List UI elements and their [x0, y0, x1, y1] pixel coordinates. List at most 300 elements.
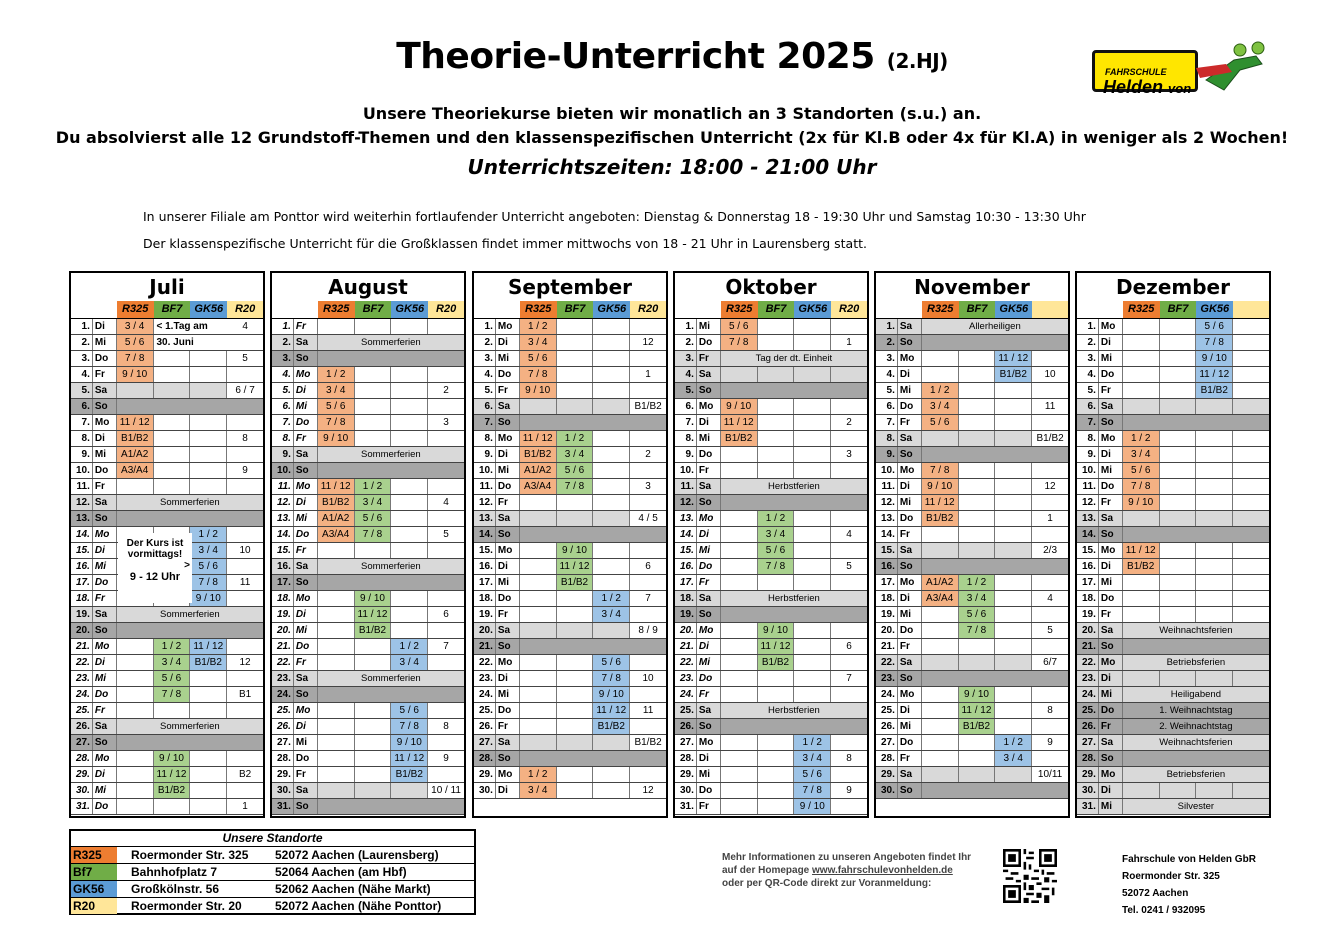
- weekday: Mo: [898, 687, 922, 702]
- course-cell-r20: [831, 543, 867, 558]
- weekday: Do: [697, 335, 721, 350]
- course-cell-gk56: [391, 591, 428, 606]
- course-cell-r20: 6 / 7: [235, 385, 255, 396]
- day-row: [876, 687, 1068, 703]
- course-cell-gk56: [593, 319, 630, 334]
- weekday: Mi: [898, 383, 922, 398]
- month-title: Dezember: [1116, 275, 1230, 299]
- weekday: Mo: [93, 751, 117, 766]
- sunday-bar: [520, 751, 666, 766]
- location-header-r20: [1032, 301, 1068, 318]
- weekday: Sa: [1099, 735, 1123, 750]
- sunday-bar: [117, 735, 263, 750]
- day-row: [675, 351, 867, 367]
- course-cell-gk56: [995, 639, 1032, 654]
- weekday: Mi: [93, 671, 117, 686]
- day-row: [71, 319, 263, 335]
- course-cell-bf7: [557, 399, 594, 414]
- day-row: [71, 335, 263, 351]
- course-cell-r20: 11: [239, 577, 251, 588]
- course-cell-r325: 11 / 12: [318, 479, 355, 494]
- day-row: [71, 383, 263, 399]
- weekday: Mi: [1099, 687, 1123, 702]
- course-cell-r325: [318, 607, 355, 622]
- day-number: 21.: [272, 639, 294, 654]
- day-row: [474, 655, 666, 671]
- day-number: 22.: [1077, 655, 1099, 670]
- course-cell-bf7: 7 / 8: [154, 687, 191, 702]
- course-cell-r325: [117, 799, 154, 814]
- course-cell-gk56: 11 / 12: [1196, 367, 1233, 382]
- day-row: [272, 495, 464, 511]
- weekday: So: [697, 495, 721, 510]
- course-cell-bf7: [557, 319, 594, 334]
- course-cell-bf7: [557, 495, 594, 510]
- weekday: Do: [1099, 591, 1123, 606]
- course-cell-gk56: [794, 399, 831, 414]
- day-row: [474, 591, 666, 607]
- day-row: [474, 783, 666, 799]
- course-cell-gk56: 11 / 12: [190, 639, 227, 654]
- holiday-label: Sommerferien: [318, 447, 464, 462]
- course-cell-r20: 5: [846, 561, 852, 572]
- weekday: So: [898, 559, 922, 574]
- course-cell-gk56: 9 / 10: [190, 591, 227, 606]
- day-row: [675, 431, 867, 447]
- day-number: 7.: [876, 415, 898, 430]
- course-cell-bf7: [154, 383, 191, 398]
- course-cell-r20: 2: [846, 417, 852, 428]
- day-number: 28.: [1077, 751, 1099, 766]
- location-header-r325: R325: [721, 301, 758, 318]
- course-cell-gk56: [1196, 575, 1233, 590]
- course-cell-r20: 5: [1047, 625, 1053, 636]
- day-row: [876, 463, 1068, 479]
- course-cell-r20: [1233, 575, 1269, 590]
- course-cell-gk56: [995, 431, 1032, 446]
- day-number: 6.: [71, 399, 93, 414]
- day-number: 8.: [675, 431, 697, 446]
- day-number: 7.: [474, 415, 496, 430]
- weekday: Sa: [93, 495, 117, 510]
- course-cell-r20: 8: [242, 433, 248, 444]
- weekday: So: [93, 511, 117, 526]
- day-number: 1.: [876, 319, 898, 334]
- course-cell-r20: [630, 607, 666, 622]
- weekday: Di: [294, 719, 318, 734]
- first-day-note: 30. Juni: [156, 337, 194, 348]
- sunday-bar: [318, 687, 464, 702]
- day-row: [675, 383, 867, 399]
- day-number: 10.: [272, 463, 294, 478]
- qr-code-icon[interactable]: [1003, 849, 1057, 903]
- weekday: Do: [697, 783, 721, 798]
- day-row: [675, 575, 867, 591]
- course-cell-bf7: 9 / 10: [355, 591, 392, 606]
- course-cell-r325: 11 / 12: [721, 415, 758, 430]
- course-cell-bf7: [959, 463, 996, 478]
- day-number: 25.: [474, 703, 496, 718]
- day-number: 19.: [1077, 607, 1099, 622]
- weekday: Do: [294, 639, 318, 654]
- weekday: Mi: [1099, 351, 1123, 366]
- course-cell-bf7: 9 / 10: [758, 623, 795, 638]
- day-row: [876, 431, 1068, 447]
- weekday: Do: [93, 351, 117, 366]
- course-cell-r325: [117, 383, 154, 398]
- course-cell-r325: 9 / 10: [520, 383, 557, 398]
- weekday: Fr: [93, 367, 117, 382]
- course-cell-bf7: [1160, 367, 1197, 382]
- weekday: Di: [898, 591, 922, 606]
- sunday-bar: [721, 607, 867, 622]
- day-number: 24.: [675, 687, 697, 702]
- weekday: Sa: [1099, 623, 1123, 638]
- course-cell-bf7: [959, 495, 996, 510]
- course-cell-bf7: [1160, 575, 1197, 590]
- day-number: 27.: [675, 735, 697, 750]
- day-number: 22.: [876, 655, 898, 670]
- weekday: Mo: [898, 351, 922, 366]
- day-number: 7.: [675, 415, 697, 430]
- day-row: [876, 335, 1068, 351]
- course-cell-r325: [318, 783, 355, 798]
- weekday: Di: [898, 367, 922, 382]
- course-cell-r325: B1/B2: [1123, 559, 1160, 574]
- course-cell-r325: [520, 719, 557, 734]
- course-cell-r20: 6: [645, 561, 651, 572]
- weekday: Mo: [496, 431, 520, 446]
- day-row: [675, 543, 867, 559]
- course-cell-gk56: [593, 559, 630, 574]
- day-row: [675, 527, 867, 543]
- course-cell-r20: [1032, 463, 1068, 478]
- location-header: [272, 301, 464, 319]
- sunday-bar: [922, 335, 1068, 350]
- weekday: Do: [294, 415, 318, 430]
- course-cell-bf7: [154, 367, 191, 382]
- sunday-bar: [117, 399, 263, 414]
- day-number: 16.: [474, 559, 496, 574]
- weekday: Fr: [697, 351, 721, 366]
- course-cell-gk56: [995, 383, 1032, 398]
- course-cell-gk56: [593, 511, 630, 526]
- day-row: [71, 431, 263, 447]
- course-cell-r325: [1123, 607, 1160, 622]
- course-cell-r20: 9: [242, 465, 248, 476]
- day-row: [876, 623, 1068, 639]
- weekday: So: [1099, 751, 1123, 766]
- course-cell-gk56: 11 / 12: [593, 703, 630, 718]
- day-row: [71, 495, 263, 511]
- course-cell-gk56: [1196, 559, 1233, 574]
- page-title: Theorie-Unterricht 2025 (2.HJ): [396, 36, 948, 77]
- holiday-label: Herbstferien: [721, 591, 867, 606]
- weekday: So: [1099, 527, 1123, 542]
- course-cell-gk56: [794, 511, 831, 526]
- course-cell-gk56: 1 / 2: [190, 527, 227, 542]
- weekday: Sa: [697, 591, 721, 606]
- day-number: 12.: [272, 495, 294, 510]
- weekday: Mi: [294, 623, 318, 638]
- course-cell-gk56: [391, 319, 428, 334]
- course-cell-r325: [1123, 671, 1160, 686]
- course-cell-r20: 7: [645, 593, 651, 604]
- course-cell-bf7: 1 / 2: [355, 479, 392, 494]
- course-cell-r325: 1 / 2: [1123, 431, 1160, 446]
- day-row: [675, 783, 867, 799]
- sunday-bar: [922, 447, 1068, 462]
- day-number: 7.: [272, 415, 294, 430]
- weekday: So: [898, 671, 922, 686]
- course-cell-bf7: 1 / 2: [758, 511, 795, 526]
- day-row: [71, 703, 263, 719]
- course-cell-bf7: [154, 415, 191, 430]
- course-cell-gk56: [794, 623, 831, 638]
- course-cell-bf7: [154, 447, 191, 462]
- day-row: [71, 511, 263, 527]
- course-cell-r20: [831, 655, 867, 670]
- location-header-r325: R325: [922, 301, 959, 318]
- day-number: 28.: [675, 751, 697, 766]
- course-cell-bf7: [355, 655, 392, 670]
- day-number: 24.: [272, 687, 294, 702]
- weekday: Sa: [294, 335, 318, 350]
- day-row: [474, 367, 666, 383]
- course-cell-bf7: 7 / 8: [959, 623, 996, 638]
- course-cell-r20: [1233, 607, 1269, 622]
- course-cell-r20: [1233, 783, 1269, 798]
- weekday: Di: [898, 479, 922, 494]
- weekday: Fr: [294, 319, 318, 334]
- course-cell-r20: [227, 367, 263, 382]
- day-number: 1.: [675, 319, 697, 334]
- course-cell-r20: [831, 399, 867, 414]
- course-cell-gk56: [1196, 607, 1233, 622]
- day-row: [876, 527, 1068, 543]
- day-number: 3.: [272, 351, 294, 366]
- weekday: Mi: [496, 575, 520, 590]
- course-cell-gk56: [1196, 543, 1233, 558]
- course-cell-r325: B1/B2: [922, 511, 959, 526]
- course-cell-r325: B1/B2: [318, 495, 355, 510]
- brand-logo: FAHRSCHULE Helden von: [1088, 38, 1272, 94]
- course-cell-gk56: [391, 383, 428, 398]
- day-row: [474, 719, 666, 735]
- weekday: Do: [496, 703, 520, 718]
- course-cell-gk56: B1/B2: [190, 655, 227, 670]
- day-number: 30.: [474, 783, 496, 798]
- course-cell-gk56: 1 / 2: [391, 639, 428, 654]
- course-cell-r325: [922, 751, 959, 766]
- course-cell-r20: B1/B2: [634, 401, 662, 412]
- course-cell-r325: 7 / 8: [922, 463, 959, 478]
- course-cell-gk56: [995, 767, 1032, 782]
- course-cell-r325: [117, 671, 154, 686]
- course-cell-r325: [721, 735, 758, 750]
- day-number: 2.: [675, 335, 697, 350]
- location-header-r20: R20: [428, 301, 464, 318]
- weekday: Mo: [697, 735, 721, 750]
- day-number: 25.: [675, 703, 697, 718]
- day-row: [675, 623, 867, 639]
- location-header-bf7: BF7: [355, 301, 392, 318]
- course-cell-gk56: [593, 463, 630, 478]
- day-row: [675, 655, 867, 671]
- course-cell-bf7: [154, 799, 191, 814]
- weekday: Sa: [496, 623, 520, 638]
- course-cell-bf7: [959, 751, 996, 766]
- course-cell-bf7: [154, 463, 191, 478]
- course-cell-r20: [428, 767, 464, 782]
- course-cell-gk56: [391, 607, 428, 622]
- location-header-r20: R20: [227, 301, 263, 318]
- course-cell-bf7: B1/B2: [557, 575, 594, 590]
- course-cell-r325: [721, 751, 758, 766]
- course-cell-bf7: [355, 543, 392, 558]
- day-number: 2.: [474, 335, 496, 350]
- day-row: [272, 383, 464, 399]
- course-cell-gk56: 7 / 8: [794, 783, 831, 798]
- course-cell-r325: B1/B2: [721, 431, 758, 446]
- weekday: Di: [697, 415, 721, 430]
- weekday: Do: [93, 687, 117, 702]
- course-cell-r20: 7: [443, 641, 449, 652]
- homepage-link[interactable]: www.fahrschulevonhelden.de: [812, 865, 953, 876]
- weekday: Di: [294, 495, 318, 510]
- day-row: [272, 527, 464, 543]
- day-number: 31.: [71, 799, 93, 814]
- course-cell-bf7: 3 / 4: [758, 527, 795, 542]
- day-number: 27.: [71, 735, 93, 750]
- course-cell-bf7: [959, 735, 996, 750]
- course-cell-gk56: [593, 783, 630, 798]
- day-number: 4.: [876, 367, 898, 382]
- day-row: [1077, 575, 1269, 591]
- day-number: 4.: [71, 367, 93, 382]
- course-cell-r325: [520, 671, 557, 686]
- day-number: 5.: [272, 383, 294, 398]
- course-cell-bf7: [557, 735, 594, 750]
- weekday: So: [496, 751, 520, 766]
- weekday: Mi: [697, 543, 721, 558]
- weekday: Sa: [898, 431, 922, 446]
- course-cell-r20: [1233, 591, 1269, 606]
- course-cell-bf7: 11 / 12: [355, 607, 392, 622]
- weekday: Di: [1099, 671, 1123, 686]
- day-row: [474, 623, 666, 639]
- holiday-label: Sommerferien: [318, 559, 464, 574]
- day-number: 1.: [272, 319, 294, 334]
- weekday: Fr: [697, 799, 721, 814]
- day-number: 18.: [1077, 591, 1099, 606]
- day-number: 13.: [272, 511, 294, 526]
- weekday: So: [294, 351, 318, 366]
- day-row: [474, 319, 666, 335]
- day-number: 19.: [675, 607, 697, 622]
- course-cell-bf7: [1160, 591, 1197, 606]
- course-cell-r20: [428, 319, 464, 334]
- day-number: 7.: [1077, 415, 1099, 430]
- course-cell-gk56: [794, 687, 831, 702]
- day-number: 23.: [675, 671, 697, 686]
- course-cell-bf7: [355, 431, 392, 446]
- course-cell-r325: 7 / 8: [1123, 479, 1160, 494]
- weekday: Di: [898, 703, 922, 718]
- month-november: [874, 271, 1070, 818]
- course-cell-r20: B1: [238, 689, 252, 700]
- day-row: [1077, 687, 1269, 703]
- course-cell-gk56: 11 / 12: [995, 351, 1032, 366]
- day-row: [71, 367, 263, 383]
- day-number: 3.: [675, 351, 697, 366]
- course-cell-gk56: [190, 367, 227, 382]
- course-cell-bf7: [959, 367, 996, 382]
- course-cell-gk56: [794, 367, 831, 382]
- course-cell-bf7: [154, 431, 191, 446]
- course-cell-r20: [831, 767, 867, 782]
- weekday: Di: [93, 655, 117, 670]
- course-cell-gk56: [794, 575, 831, 590]
- course-cell-bf7: [355, 735, 392, 750]
- day-number: 23.: [71, 671, 93, 686]
- sunday-bar: [922, 671, 1068, 686]
- course-cell-r20: [630, 495, 666, 510]
- day-row: [675, 559, 867, 575]
- course-cell-gk56: [794, 543, 831, 558]
- course-cell-r20: 10/11: [1037, 769, 1063, 780]
- course-cell-gk56: 1 / 2: [995, 735, 1032, 750]
- course-cell-r325: A1/A2: [520, 463, 557, 478]
- course-cell-bf7: [1160, 383, 1197, 398]
- weekday: Mi: [898, 607, 922, 622]
- course-cell-r20: [630, 431, 666, 446]
- weekday: Mi: [93, 335, 117, 350]
- day-number: 18.: [876, 591, 898, 606]
- weekday: Mi: [294, 399, 318, 414]
- weekday: Mo: [294, 591, 318, 606]
- weekday: Di: [294, 383, 318, 398]
- course-cell-gk56: 7 / 8: [1196, 335, 1233, 350]
- course-cell-r325: [922, 623, 959, 638]
- day-number: 3.: [71, 351, 93, 366]
- course-cell-r20: [1233, 495, 1269, 510]
- course-cell-gk56: [794, 655, 831, 670]
- course-cell-bf7: [557, 783, 594, 798]
- day-number: 11.: [675, 479, 697, 494]
- weekday: Di: [697, 751, 721, 766]
- course-cell-r20: [1032, 719, 1068, 734]
- day-row: [1077, 639, 1269, 655]
- course-cell-bf7: [1160, 511, 1197, 526]
- course-cell-gk56: [391, 415, 428, 430]
- weekday: Do: [697, 559, 721, 574]
- holiday-label: Weihnachtsferien: [1123, 623, 1269, 638]
- weekday: Mo: [1099, 431, 1123, 446]
- location-header-bf7: BF7: [758, 301, 795, 318]
- course-cell-r325: [520, 655, 557, 670]
- course-cell-r325: [1123, 399, 1160, 414]
- day-number: 5.: [71, 383, 93, 398]
- course-cell-bf7: [959, 383, 996, 398]
- month-title: November: [914, 275, 1030, 299]
- course-cell-r325: [922, 543, 959, 558]
- course-cell-r20: 5: [443, 529, 449, 540]
- course-cell-r20: 1: [645, 369, 651, 380]
- day-number: 13.: [474, 511, 496, 526]
- course-cell-r20: [1032, 607, 1068, 622]
- day-row: [876, 495, 1068, 511]
